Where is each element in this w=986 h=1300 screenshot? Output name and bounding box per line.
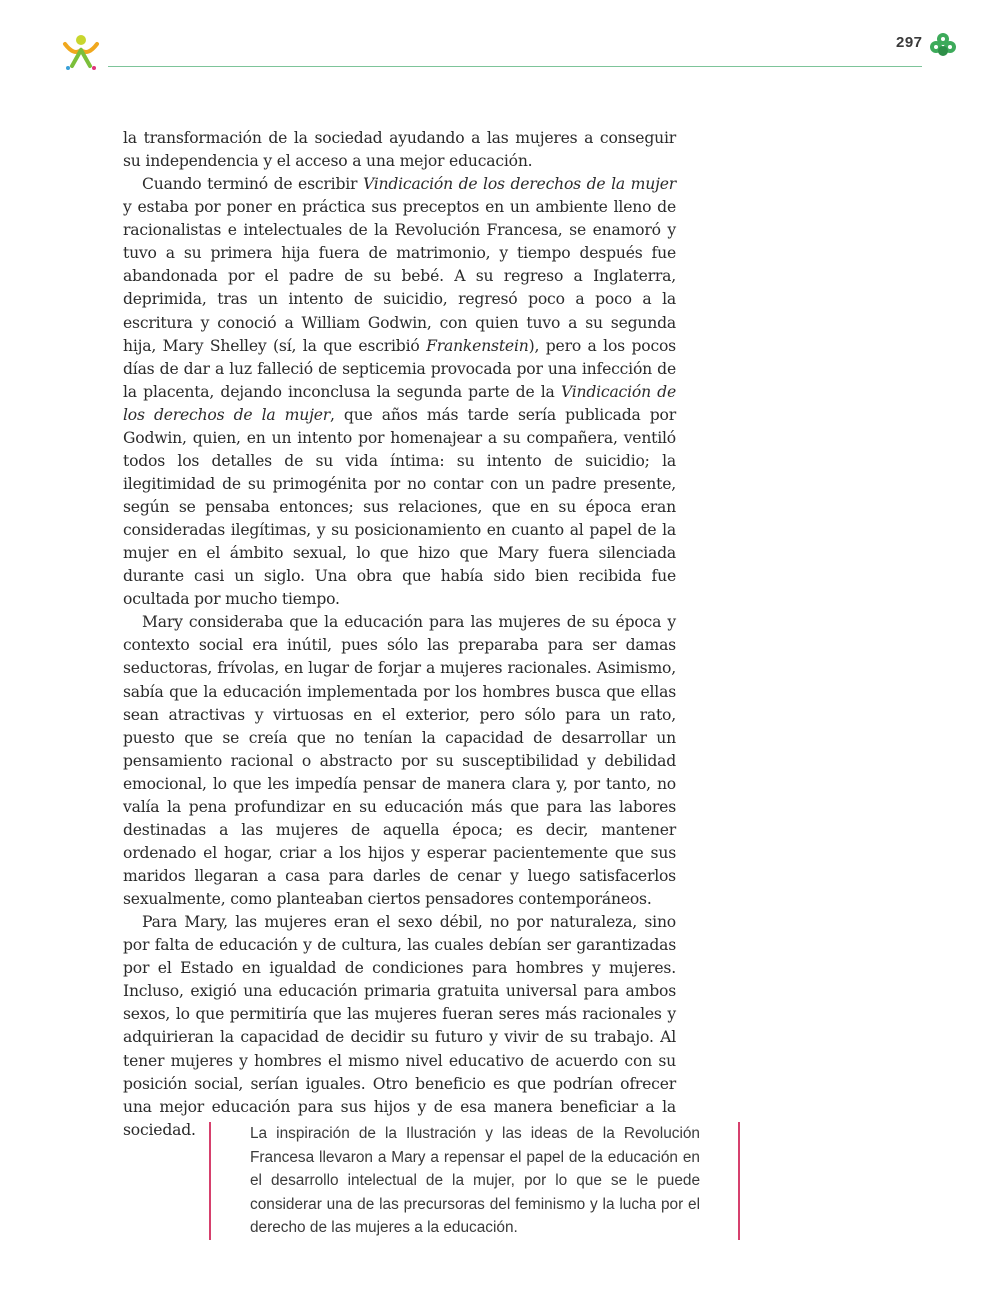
paragraph-1: la transformación de la sociedad ayudando a las mujeres a conseguir su independencia y el acceso a una mejor educación. bbox=[123, 129, 676, 171]
header-rule bbox=[108, 66, 922, 67]
note-text: La inspiración de la Ilustración y las ideas de la Revolución Francesa llevaron a Mary a repensar el papel de la educación en el desarrollo intelectual de la mujer, por lo que se le puede considerar una de las precursoras del feminismo y la lucha por el derecho de las mujeres a la educación. bbox=[250, 1125, 700, 1237]
book-title: Vindicación de los derechos de la mujer bbox=[123, 382, 676, 424]
paragraph-3: Mary consideraba que la educación para las mujeres de su época y contexto social era inútil, pues sólo las preparaba para ser damas seductoras, frívolas, en lugar de forjar a mujeres racionales. Asimismo, sabía que la educación implementada por los hombres busca que ellas sean atractivas y virtuosas en el exterior, pero sólo para un rato, puesto que se creía que no tenían la capacidad de desarrollar un pensamiento racional o abstracto por su susceptibilidad y debilidad emocional, lo que les impedía pensar de manera clara y, por tanto, no valía la pena profundizar en su educación más que para las labores destinadas a las mujeres de aquella época; es decir, mantener ordenado el hogar, criar a los hijos y esperar pacientemente que sus maridos llegaran a casa para darles de cenar y luego satisfacerlos sexualmente, como planteaban ciertos pensadores contemporáneos. bbox=[123, 613, 676, 909]
note-bar-left bbox=[209, 1122, 211, 1240]
clover-icon bbox=[928, 32, 958, 58]
body-text bbox=[123, 127, 676, 1142]
book-title: Vindicación de los derechos de la mujer bbox=[362, 175, 676, 194]
paragraph-2: Cuando terminó de escribir Vindicación de los derechos de la mujer y estaba por poner en práctica sus preceptos en un ambiente lleno de racionalistas e intelectuales de la Revolución Francesa, se enamoró y tuvo a su primera hija fuera de matrimonio, y tiempo después fue abandonada por el padre de su bebé. A su regreso a Inglaterra, deprimida, tras un intento de suicidio, regresó poco a poco a la escritura y conoció a William Godwin, con quien tuvo a su segunda hija, Mary Shelley (sí, la que escribió Frankenstein), pero a los pocos días de dar a luz falleció de septicemia provocada por una infección de la placenta, dejando inconclusa la segunda parte de la Vindicación de los derechos de la mujer, que años más tarde sería publicada por Godwin, quien, en un intento por homenajear a su compañera, ventiló todos los detalles de su vida íntima: su intento de suicidio; la ilegitimidad de su primogénita por no contar con un padre presente, según se pensaba entonces; sus relaciones, que en su época eran consideradas ilegítimas, y su posicionamiento en cuanto al papel de la mujer en el ámbito sexual, lo que hizo que Mary fuera silenciada durante casi un siglo. Una obra que había sido bien recibida fue ocultada por mucho tiempo. bbox=[123, 175, 676, 609]
book-title: Frankenstein bbox=[426, 336, 529, 355]
page-number: 297 bbox=[896, 34, 923, 51]
note-bar-right bbox=[738, 1122, 740, 1240]
paragraph-4: Para Mary, las mujeres eran el sexo débil, no por naturaleza, sino por falta de educación y de cultura, las cuales debían ser garantizadas por el Estado en igualdad de condiciones para hombres y mujeres. Incluso, exigió una educación primaria gratuita universal para ambos sexos, lo que permitiría que las mujeres fueran seres más racionales y adquirieran la capacidad de decidir su futuro y vivir de su trabajo. Al tener mujeres y hombres el mismo nivel educativo de acuerdo con su posición social, serían iguales. Otro beneficio es que podrían ofrecer una mejor educación para sus hijos y de esa manera beneficiar a la sociedad. bbox=[123, 913, 676, 1139]
callout-note bbox=[208, 1122, 742, 1242]
figure-logo-icon bbox=[60, 32, 102, 72]
